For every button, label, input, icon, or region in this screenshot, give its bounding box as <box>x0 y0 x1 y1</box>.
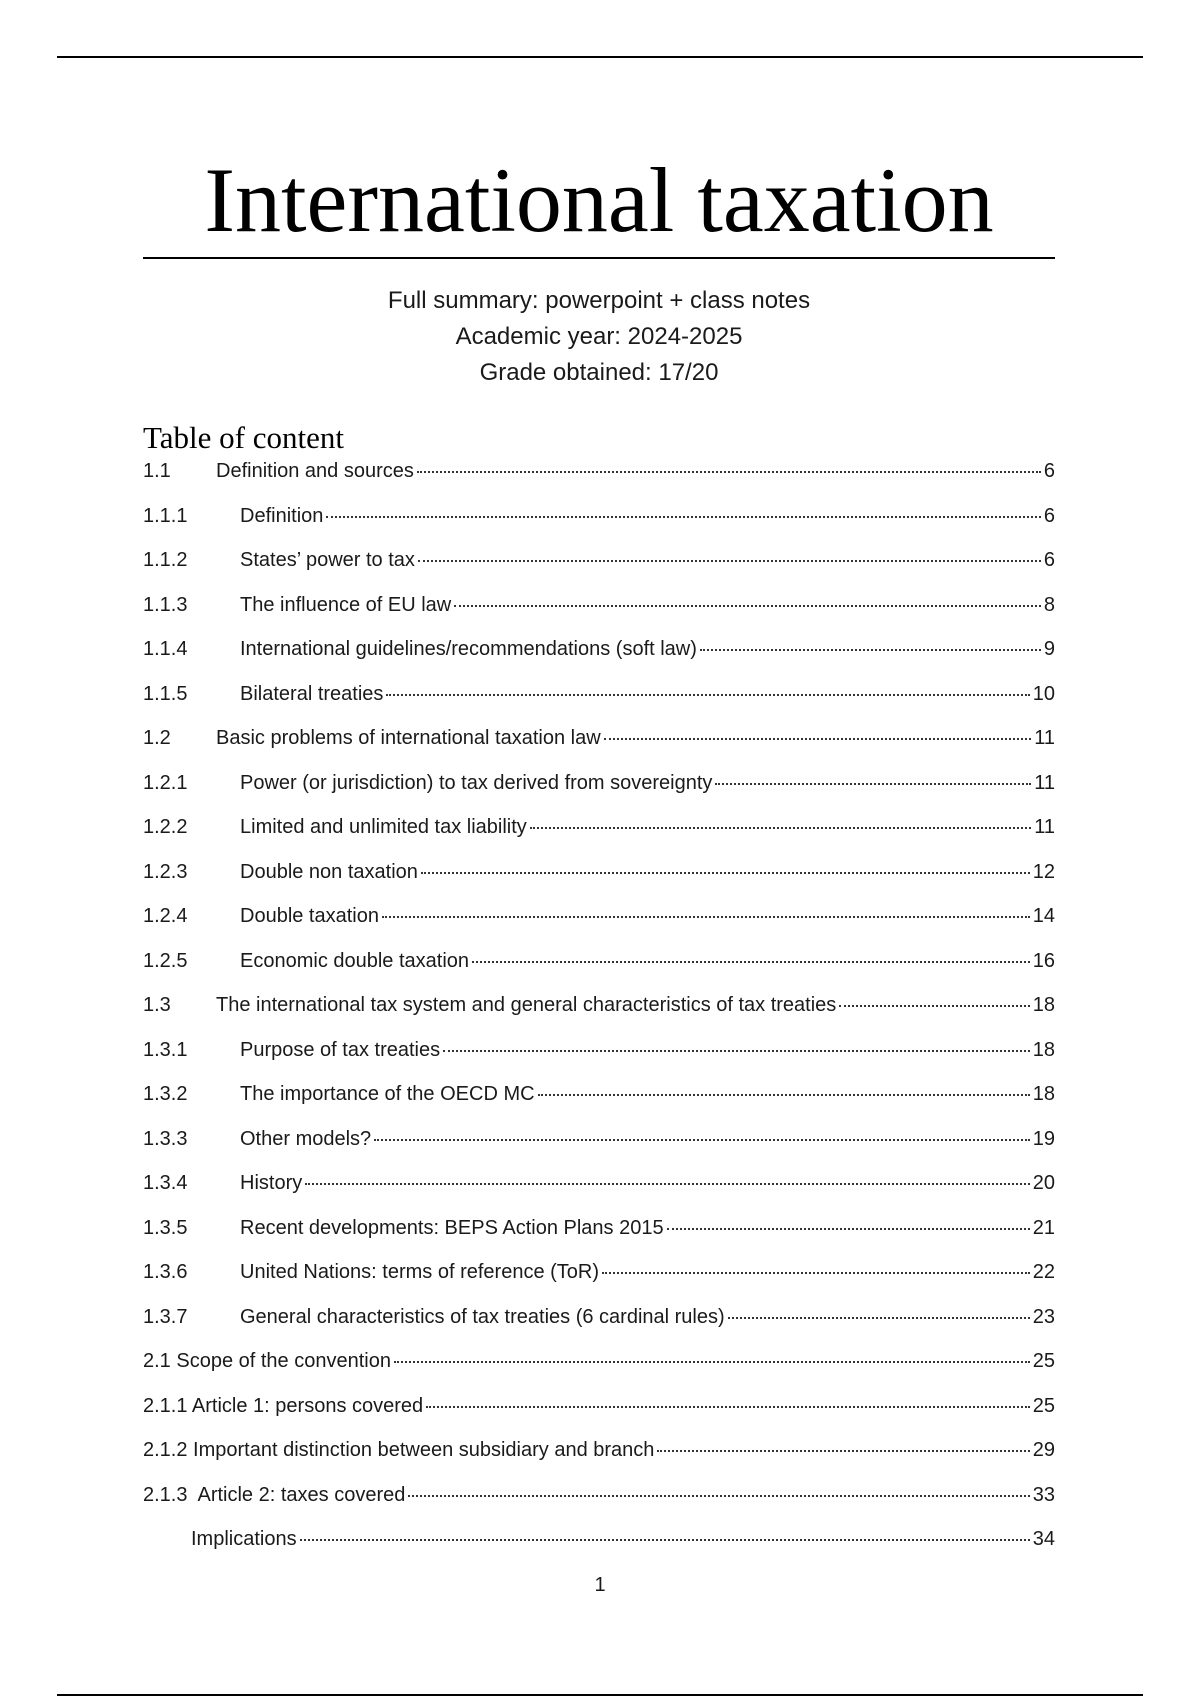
toc-entry[interactable] <box>143 1124 1055 1169</box>
page-number: 1 <box>594 1574 606 1596</box>
toc-entry[interactable] <box>143 812 1055 857</box>
toc-entry-page: 18 <box>1032 1083 1055 1105</box>
toc-entry-number: 1.1.4 <box>143 638 188 660</box>
toc-dot-leader <box>300 1539 1030 1541</box>
toc-entry[interactable] <box>143 634 1055 679</box>
toc-dot-leader <box>472 961 1030 963</box>
toc-entry-page: 29 <box>1032 1439 1055 1461</box>
toc-entry-number: 1.3.7 <box>143 1305 188 1328</box>
toc-entry-page: 34 <box>1032 1528 1055 1550</box>
toc-entry-page: 11 <box>1034 816 1055 838</box>
toc-entry[interactable] <box>143 1079 1055 1124</box>
toc-entry-page: 20 <box>1032 1172 1055 1194</box>
toc-entry-title: United Nations: terms of reference (ToR) <box>240 1261 600 1283</box>
toc-entry-title: 2.1.3 Article 2: taxes covered <box>143 1483 406 1506</box>
toc-entry-number: 1.2.5 <box>143 949 188 972</box>
toc-entry[interactable] <box>143 1524 1055 1569</box>
toc-heading: Table of content <box>143 420 344 455</box>
toc-dot-leader <box>667 1228 1030 1230</box>
toc-entry-title: 2.1.1 Article 1: persons covered <box>143 1394 424 1417</box>
toc-entry-page: 12 <box>1032 860 1055 883</box>
toc-entry-title: General characteristics of tax treaties (6 cardinal rules) <box>240 1305 725 1328</box>
toc-entry-number: 1.3.3 <box>143 1127 188 1150</box>
toc-entry-title: Purpose of tax treaties <box>240 1038 441 1061</box>
toc-entry-number: 1.1 <box>143 460 171 482</box>
toc-entry[interactable] <box>143 723 1055 768</box>
toc-entry-title: 2.1.2 Important distinction between subsidiary and branch <box>143 1439 655 1461</box>
toc-entry-page: 33 <box>1032 1483 1055 1506</box>
toc-entry[interactable] <box>143 1480 1055 1525</box>
toc-entry-page: 21 <box>1032 1216 1055 1239</box>
toc-entry-page: 11 <box>1034 727 1055 749</box>
toc-entry-number: 1.2.4 <box>143 905 188 927</box>
toc-entry-title: Power (or jurisdiction) to tax derived from sovereignty <box>240 771 713 794</box>
toc-dot-leader <box>530 827 1031 829</box>
toc-entry-page: 6 <box>1043 504 1055 527</box>
toc-entry-page: 6 <box>1043 460 1055 482</box>
toc-dot-leader <box>426 1406 1030 1408</box>
toc-entry-page: 10 <box>1032 682 1055 705</box>
toc-entry-title: International guidelines/recommendations (soft law) <box>240 638 697 660</box>
document-title: International taxation <box>204 149 994 251</box>
toc-dot-leader <box>443 1050 1030 1052</box>
toc-dot-leader <box>538 1094 1030 1096</box>
toc-entry[interactable] <box>143 946 1055 991</box>
toc-dot-leader <box>454 605 1041 607</box>
toc-entry[interactable] <box>143 501 1055 546</box>
toc-dot-leader <box>657 1450 1029 1452</box>
toc-entry-page: 14 <box>1032 905 1055 927</box>
toc-entry[interactable] <box>143 1213 1055 1258</box>
toc-entry-page: 25 <box>1032 1394 1055 1417</box>
toc-entry-title: 2.1 Scope of the convention <box>143 1350 391 1372</box>
subtitle-block <box>143 283 1055 391</box>
toc-entry-page: 6 <box>1043 549 1055 571</box>
toc-entry[interactable] <box>143 1346 1055 1391</box>
toc-dot-leader <box>305 1183 1030 1185</box>
toc-entry-page: 23 <box>1032 1305 1055 1328</box>
toc-entry-title: The importance of the OECD MC <box>240 1083 535 1105</box>
toc-entry-title: Double non taxation <box>240 860 418 883</box>
toc-dot-leader <box>408 1495 1029 1497</box>
table-of-contents <box>143 456 1055 1569</box>
toc-dot-leader <box>382 916 1030 918</box>
subtitle-academic-year: Academic year: 2024-2025 <box>455 323 743 350</box>
toc-dot-leader <box>602 1272 1030 1274</box>
toc-entry-title: Implications <box>191 1528 297 1550</box>
toc-entry-title: Bilateral treaties <box>240 682 384 705</box>
toc-entry-title: Double taxation <box>240 905 379 927</box>
toc-entry-title: Definition and sources <box>216 460 414 482</box>
toc-entry-title: Other models? <box>240 1127 372 1150</box>
toc-entry-page: 22 <box>1032 1261 1055 1283</box>
toc-entry-page: 18 <box>1032 1038 1055 1061</box>
bottom-rule <box>57 1694 1143 1696</box>
toc-dot-leader <box>326 516 1040 518</box>
toc-entry-title: States’ power to tax <box>240 549 415 571</box>
toc-entry[interactable] <box>143 679 1055 724</box>
toc-entry-number: 1.3.6 <box>143 1261 188 1283</box>
toc-dot-leader <box>417 471 1041 473</box>
subtitle-summary: Full summary: powerpoint + class notes <box>387 287 811 314</box>
toc-entry[interactable] <box>143 1302 1055 1347</box>
toc-entry-title: Limited and unlimited tax liability <box>240 816 527 838</box>
toc-entry-number: 1.1.3 <box>143 593 188 616</box>
title-underline <box>143 257 1055 259</box>
top-rule <box>57 56 1143 58</box>
toc-dot-leader <box>715 783 1031 785</box>
toc-entry[interactable] <box>143 1168 1055 1213</box>
toc-dot-leader <box>421 872 1030 874</box>
toc-entry-page: 25 <box>1032 1350 1055 1372</box>
toc-entry-title: Recent developments: BEPS Action Plans 2015 <box>240 1216 664 1239</box>
toc-entry-number: 1.1.5 <box>143 682 188 705</box>
toc-entry-title: Economic double taxation <box>240 949 470 972</box>
subtitle-grade: Grade obtained: 17/20 <box>479 359 719 386</box>
toc-dot-leader <box>604 738 1032 740</box>
toc-entry-number: 1.3.2 <box>143 1083 188 1105</box>
toc-entry-page: 19 <box>1032 1127 1055 1150</box>
toc-entry-number: 1.3.4 <box>143 1172 188 1194</box>
toc-entry[interactable] <box>143 590 1055 635</box>
toc-entry-number: 1.2 <box>143 727 171 749</box>
toc-entry-number: 1.3 <box>143 994 171 1016</box>
toc-entry[interactable] <box>143 1391 1055 1436</box>
toc-entry-title: The influence of EU law <box>240 593 452 616</box>
toc-entry-page: 8 <box>1043 593 1055 616</box>
toc-dot-leader <box>374 1139 1030 1141</box>
toc-entry-number: 1.1.2 <box>143 549 188 571</box>
toc-entry-number: 1.2.2 <box>143 816 188 838</box>
toc-entry-title: Definition <box>240 504 324 527</box>
toc-entry-title: The international tax system and general characteristics of tax treaties <box>216 994 837 1016</box>
toc-entry[interactable] <box>143 545 1055 590</box>
toc-dot-leader <box>418 560 1041 562</box>
toc-entry-title: History <box>240 1172 303 1194</box>
toc-entry[interactable] <box>143 990 1055 1035</box>
toc-entry-page: 9 <box>1043 638 1055 660</box>
toc-entry-number: 1.2.1 <box>143 771 188 794</box>
toc-entry[interactable] <box>143 1035 1055 1080</box>
toc-dot-leader <box>728 1317 1030 1319</box>
toc-entry-page: 16 <box>1032 949 1055 972</box>
toc-entry[interactable] <box>143 1435 1055 1480</box>
toc-dot-leader <box>839 1005 1029 1007</box>
toc-entry-number: 1.3.5 <box>143 1216 188 1239</box>
toc-entry-title: Basic problems of international taxation law <box>216 727 601 749</box>
toc-dot-leader <box>394 1361 1030 1363</box>
toc-dot-leader <box>386 694 1029 696</box>
toc-entry[interactable] <box>143 456 1055 501</box>
toc-entry[interactable] <box>143 901 1055 946</box>
toc-entry-number: 1.1.1 <box>143 504 188 527</box>
toc-entry-number: 1.2.3 <box>143 860 188 883</box>
toc-entry[interactable] <box>143 768 1055 813</box>
toc-dot-leader <box>700 649 1041 651</box>
toc-entry-number: 1.3.1 <box>143 1038 188 1061</box>
toc-entry[interactable] <box>143 857 1055 902</box>
toc-entry[interactable] <box>143 1257 1055 1302</box>
toc-entry-page: 11 <box>1034 771 1055 794</box>
toc-entry-page: 18 <box>1032 994 1055 1016</box>
